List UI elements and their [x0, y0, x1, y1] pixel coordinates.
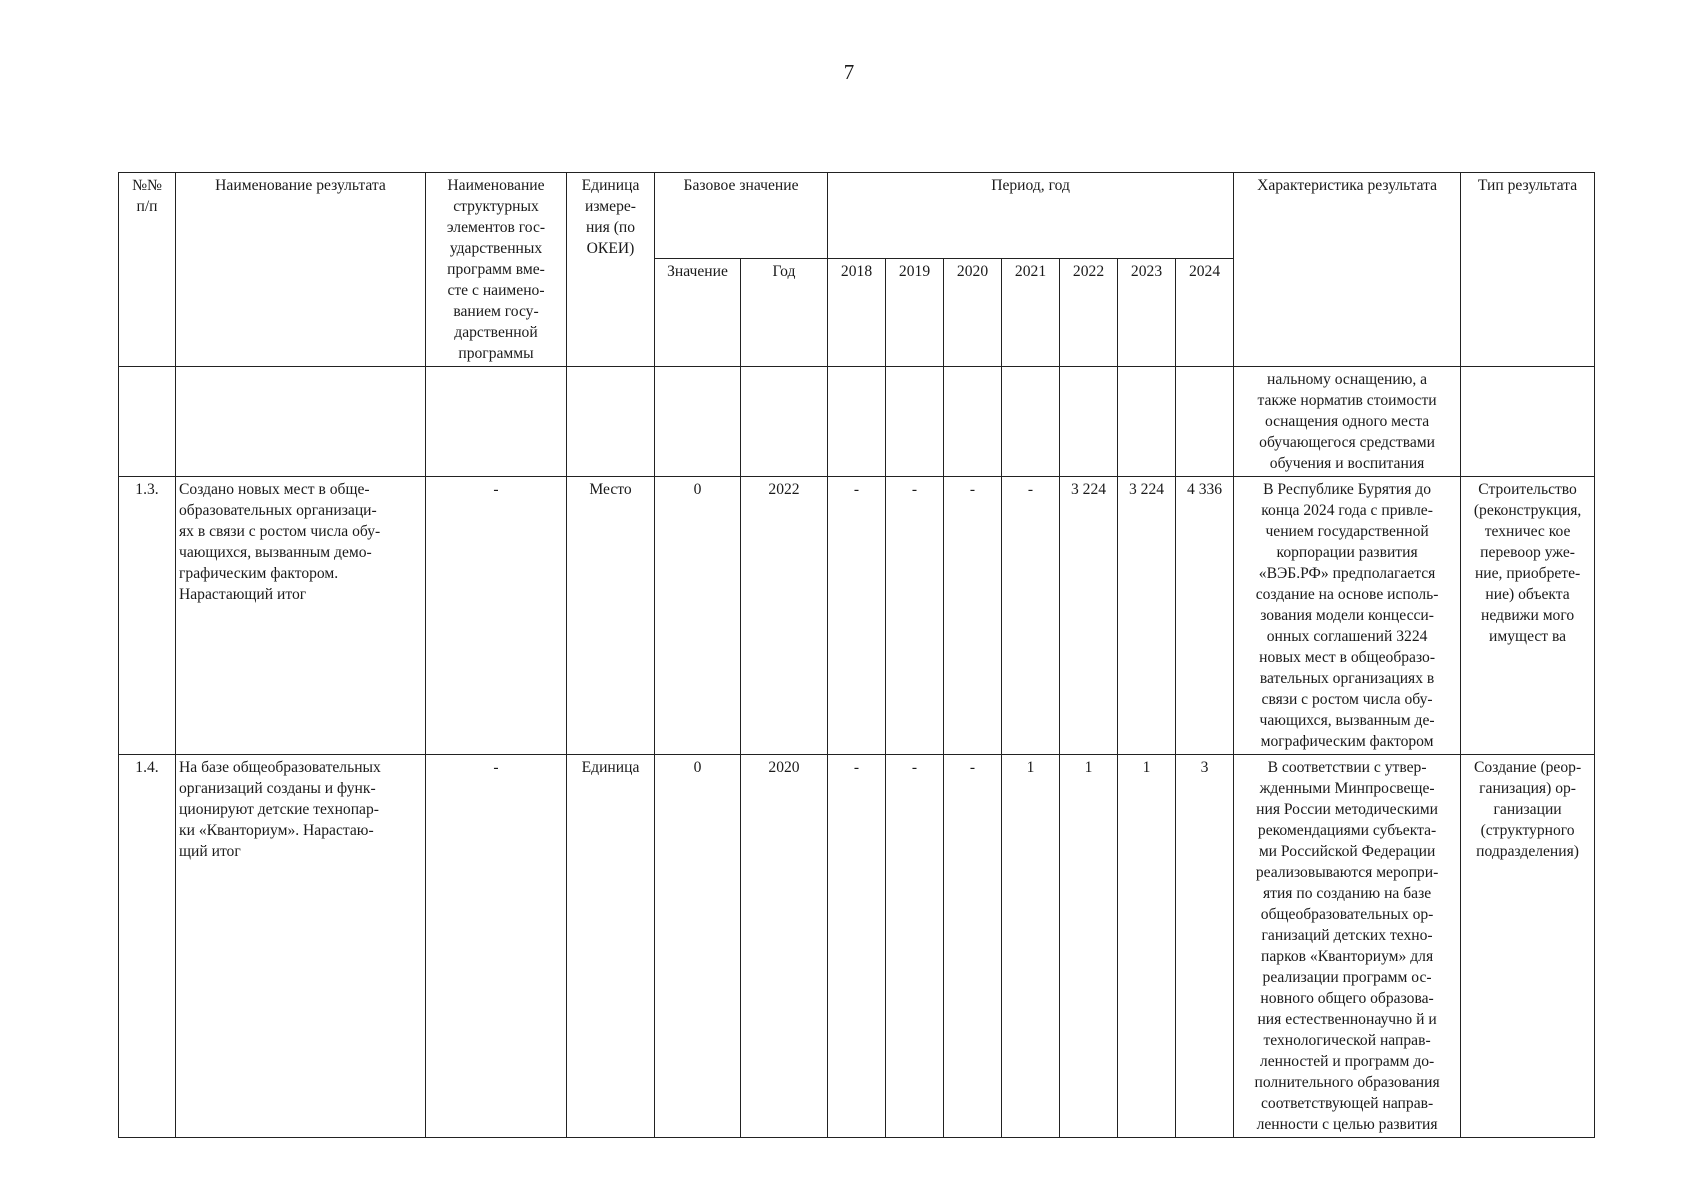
- row-num: 1.3.: [119, 477, 176, 755]
- row-year-2018: [828, 367, 886, 477]
- row-type: Создание (реор- ганизация) ор- ганизации (структурного подразделения): [1461, 755, 1595, 1138]
- header-year: Год: [741, 258, 828, 366]
- row-year-2018: -: [828, 755, 886, 1138]
- row-year-2018: -: [828, 477, 886, 755]
- header-row-1: [119, 173, 1595, 259]
- row-year-2021: [1002, 367, 1060, 477]
- row-year-2023: 1: [1118, 755, 1176, 1138]
- row-year-2024: 4 336: [1176, 477, 1234, 755]
- table-row: [119, 755, 1595, 1138]
- row-year-2022: 1: [1060, 755, 1118, 1138]
- header-year-2023: 2023: [1118, 258, 1176, 366]
- header-structural: Наименование структурных элементов гос- ударственных программ вме- сте с наимено- ванием госу- дарственной программы: [426, 173, 567, 367]
- row-year-2019: [886, 367, 944, 477]
- table-row: [119, 367, 1595, 477]
- row-year-2019: -: [886, 477, 944, 755]
- row-year-2021: 1: [1002, 755, 1060, 1138]
- row-base-year: 2020: [741, 755, 828, 1138]
- row-name: На базе общеобразовательных организаций созданы и функ- ционируют детские технопар- ки «Кванториум». Нарастаю- щий итог: [176, 755, 426, 1138]
- row-base-year: [741, 367, 828, 477]
- row-name: Создано новых мест в обще- образовательных организаци- ях в связи с ростом числа обу- чающихся, вызванным демо- графическим фактором. Нарастающий итог: [176, 477, 426, 755]
- header-unit: Единица измере- ния (по ОКЕИ): [567, 173, 655, 367]
- row-num: [119, 367, 176, 477]
- header-type: Тип результата: [1461, 173, 1595, 367]
- row-characteristic: В соответствии с утвер- жденными Минпросвеще- ния России методическими рекомендациями субъекта- ми Российской Федерации реализовываются меропри- ятия по созданию на базе общеобразовательных ор- ганизаций детских техно- парков «Кванториум» для реализации программ ос- новного общего образова- ния естественнонаучно й и технологической направ- ленностей и программ до- полнительного образования соответствующей направ- ленности с целью развития: [1234, 755, 1461, 1138]
- row-year-2019: -: [886, 755, 944, 1138]
- table-row: [119, 477, 1595, 755]
- row-year-2022: 3 224: [1060, 477, 1118, 755]
- header-name: Наименование результата: [176, 173, 426, 367]
- row-characteristic: В Республике Бурятия до конца 2024 года с привле- чением государственной корпорации развития «ВЭБ.РФ» предполагается создание на основе исполь- зования модели концесси- онных соглашений 3224 новых мест в общеобразо- вательных организациях в связи с ростом числа обу- чающихся, вызванным де- мографическим фактором: [1234, 477, 1461, 755]
- row-unit: Единица: [567, 755, 655, 1138]
- row-structural: -: [426, 755, 567, 1138]
- row-name: [176, 367, 426, 477]
- header-year-2021: 2021: [1002, 258, 1060, 366]
- header-period: Период, год: [828, 173, 1234, 259]
- row-base-value: 0: [655, 477, 741, 755]
- row-year-2024: [1176, 367, 1234, 477]
- header-value: Значение: [655, 258, 741, 366]
- header-num: №№ п/п: [119, 173, 176, 367]
- row-structural: [426, 367, 567, 477]
- header-year-2020: 2020: [944, 258, 1002, 366]
- row-structural: -: [426, 477, 567, 755]
- row-year-2023: 3 224: [1118, 477, 1176, 755]
- header-year-2024: 2024: [1176, 258, 1234, 366]
- row-type: Строительство (реконструкция, техничес кое перевоор уже- ние, приобрете- ние) объекта недвижи мого имущест ва: [1461, 477, 1595, 755]
- row-year-2021: -: [1002, 477, 1060, 755]
- row-base-year: 2022: [741, 477, 828, 755]
- row-num: 1.4.: [119, 755, 176, 1138]
- row-unit: [567, 367, 655, 477]
- header-year-2018: 2018: [828, 258, 886, 366]
- row-year-2024: 3: [1176, 755, 1234, 1138]
- header-year-2022: 2022: [1060, 258, 1118, 366]
- row-unit: Место: [567, 477, 655, 755]
- results-table: [118, 172, 1595, 1138]
- row-year-2020: -: [944, 755, 1002, 1138]
- row-year-2022: [1060, 367, 1118, 477]
- row-base-value: 0: [655, 755, 741, 1138]
- header-characteristic: Характеристика результата: [1234, 173, 1461, 367]
- row-year-2020: -: [944, 477, 1002, 755]
- row-characteristic: нальному оснащению, а также норматив стоимости оснащения одного места обучающегося средствами обучения и воспитания: [1234, 367, 1461, 477]
- row-year-2023: [1118, 367, 1176, 477]
- row-year-2020: [944, 367, 1002, 477]
- header-year-2019: 2019: [886, 258, 944, 366]
- row-base-value: [655, 367, 741, 477]
- page-number: 7: [843, 60, 855, 84]
- row-type: [1461, 367, 1595, 477]
- header-base: Базовое значение: [655, 173, 828, 259]
